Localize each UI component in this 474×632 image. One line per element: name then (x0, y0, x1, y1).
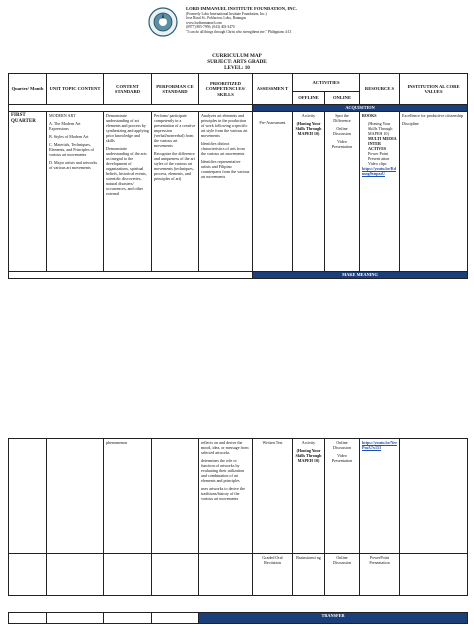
content-standard-1: Demonstrate understanding of art elements and process by synthesizing and applying prior knowledge and skills (106, 113, 149, 143)
col-competencies-header: PRIORITIZED COMPETENCI ES/ SKILLS (199, 74, 253, 105)
offline-activity-source: (Honing Your Skills Through MAPEH 10) (295, 121, 322, 136)
institution-name: LORD IMMANUEL INSTITUTE FOUNDATION, INC. (186, 6, 297, 11)
transfer-band: TRANSFER (199, 613, 468, 624)
performance-standard-1: Perform/ participate competently in a presentation of a creative impression (verbal/nonverbal) from the various art movements (154, 113, 196, 148)
competency-6: uses artworks to derive the traditions/history of the various art movements (201, 486, 245, 501)
make-meaning-band: MAKE MEANING (253, 272, 468, 279)
row1-offline (293, 112, 325, 272)
resource-item: • Video clips (368, 161, 397, 166)
topic-b: B. Styles of Modern Art (49, 134, 89, 139)
value-excellence: Excellence for productive citizenship (402, 113, 464, 118)
resource-youtube-link-1[interactable]: https://youtu.be/Rdmng9xnpzzU (362, 166, 397, 176)
row3-assessment: Graded Oral Recitation (253, 554, 293, 596)
online-discussion: Online Discussion (333, 126, 351, 136)
topic-c: C. Materials, Techniques, Elements, and Principles of various art movements (49, 142, 95, 157)
document-title (0, 53, 474, 72)
curriculum-table-continued (8, 438, 468, 596)
row1-assessment: Pre-Assessment (253, 112, 293, 272)
col-content-standard-header: CONTENT STANDARD (104, 74, 152, 105)
topic-a: A. The Modern Art Expressions (49, 121, 81, 131)
col-online-header: ONLINE (325, 92, 360, 105)
school-seal-logo (148, 7, 178, 37)
title-line-3: LEVEL: 10 (224, 65, 250, 72)
offline-activity-label: Activity (301, 440, 316, 445)
competency-1: Analyzes art elements and principles in the production of work following a specific art style from the various art movements (201, 113, 248, 138)
row1-values (400, 112, 468, 272)
row2-online (325, 439, 360, 554)
performance-standard-2: Recognize the difference and uniqueness of the art styles of the various art movements (techniques, process, elements, and principles of art) (154, 151, 195, 181)
online-spot-difference: Spot the Difference (333, 113, 351, 123)
row1-quarter: FIRST QUARTER (9, 112, 47, 272)
competency-5: determines the role or function of artworks by evaluating their utilization and combination of art elements and principles (201, 458, 245, 483)
competency-4: reflects on and derive the mood, idea, or message from selected artworks (201, 440, 249, 455)
row1-competencies (199, 112, 253, 272)
header-former-name: (Formerly Lobo International Institute Foundation, Inc.) (186, 11, 267, 16)
competency-3: Identifies representative artists and Filipino counterparts from the various art movements (201, 159, 250, 179)
row1-performance-standard (152, 112, 199, 272)
resource-item: • MULTI MEDIA INTER ACTIVES (368, 136, 397, 151)
resource-item: • (Honing Your Skills Through MAPEH 10) (368, 121, 397, 136)
title-line-2: SUBJECT: ARTS GRADE (207, 59, 267, 66)
col-values-header: INSTITUTION AL CORE VALUES (400, 74, 468, 105)
online-video-presentation: Video Presentation (331, 453, 353, 463)
curriculum-table (8, 73, 468, 279)
topic-d: D. Major artists and artworks of various art movements (49, 160, 98, 170)
row2-assessment: Written Test (253, 439, 293, 554)
resource-youtube-link-2[interactable]: https://youtu.be/YeePmA7x153 (362, 440, 397, 450)
row2-content-standard: phenomenon (104, 439, 152, 554)
value-discipline: Discipline (402, 121, 419, 126)
row1-resources (360, 112, 400, 272)
row3-resources: PowerPoint Presentation (360, 554, 400, 596)
topic-title: MODERN ART (49, 113, 76, 118)
col-activities-header: ACTIVITIES (293, 74, 360, 92)
col-resources-header: RESOURCE S (360, 74, 400, 105)
row2-competencies (199, 439, 253, 554)
acquisition-band: ACQUISITION (253, 105, 468, 112)
row3-online: Online Discussion (325, 554, 360, 596)
row3-offline: Brainstormi ng (293, 554, 325, 596)
online-discussion: Online Discussion (333, 440, 351, 450)
institution-header (186, 7, 346, 35)
title-line-1: CURRICULUM MAP (212, 53, 262, 59)
row1-online (325, 112, 360, 272)
transfer-table (8, 612, 468, 624)
resource-item: • Power Point Present ation (368, 151, 397, 161)
row2-resources (360, 439, 400, 554)
offline-activity-label: Activity (301, 113, 316, 118)
resources-books-title: BOOKS (362, 113, 377, 118)
content-standard-2: Demonstrate understanding of the arts as integral to the development of organizations, spiritual beliefs, historical events, scientific discoveries, natural disasters/ occurrences, and other external (106, 146, 147, 196)
row2-offline (293, 439, 325, 554)
resources-list (362, 121, 397, 166)
competency-2: Identifies distinct characteristics of arts from the various art movements (201, 141, 245, 156)
col-offline-header: OFFLINE (293, 92, 325, 105)
header-phone: (0977) 805-7950; (043) 403-3470 (186, 25, 235, 30)
online-video-presentation: Video Presentation (331, 139, 353, 149)
row1-content-standard (104, 112, 152, 272)
col-quarter-header: Quarter/ Month (9, 74, 47, 105)
offline-activity-source: (Honing Your Skills Through MAPEH 10) (295, 448, 322, 463)
header-address: Jose Rizal St., Poblacion, Lobo, Batangas (186, 16, 246, 21)
header-quote: "I can do all things through Christ who strengthens me." Philippians 4:13 (186, 29, 292, 34)
col-performance-standard-header: PERFORMAN CE STANDARD (152, 74, 199, 105)
header-website: www.lordimmanuel.com (186, 20, 222, 25)
row1-topic (47, 112, 104, 272)
col-assessment-header: ASSESSMEN T (253, 74, 293, 105)
col-topic-header: UNIT TOPIC CONTENT (47, 74, 104, 105)
